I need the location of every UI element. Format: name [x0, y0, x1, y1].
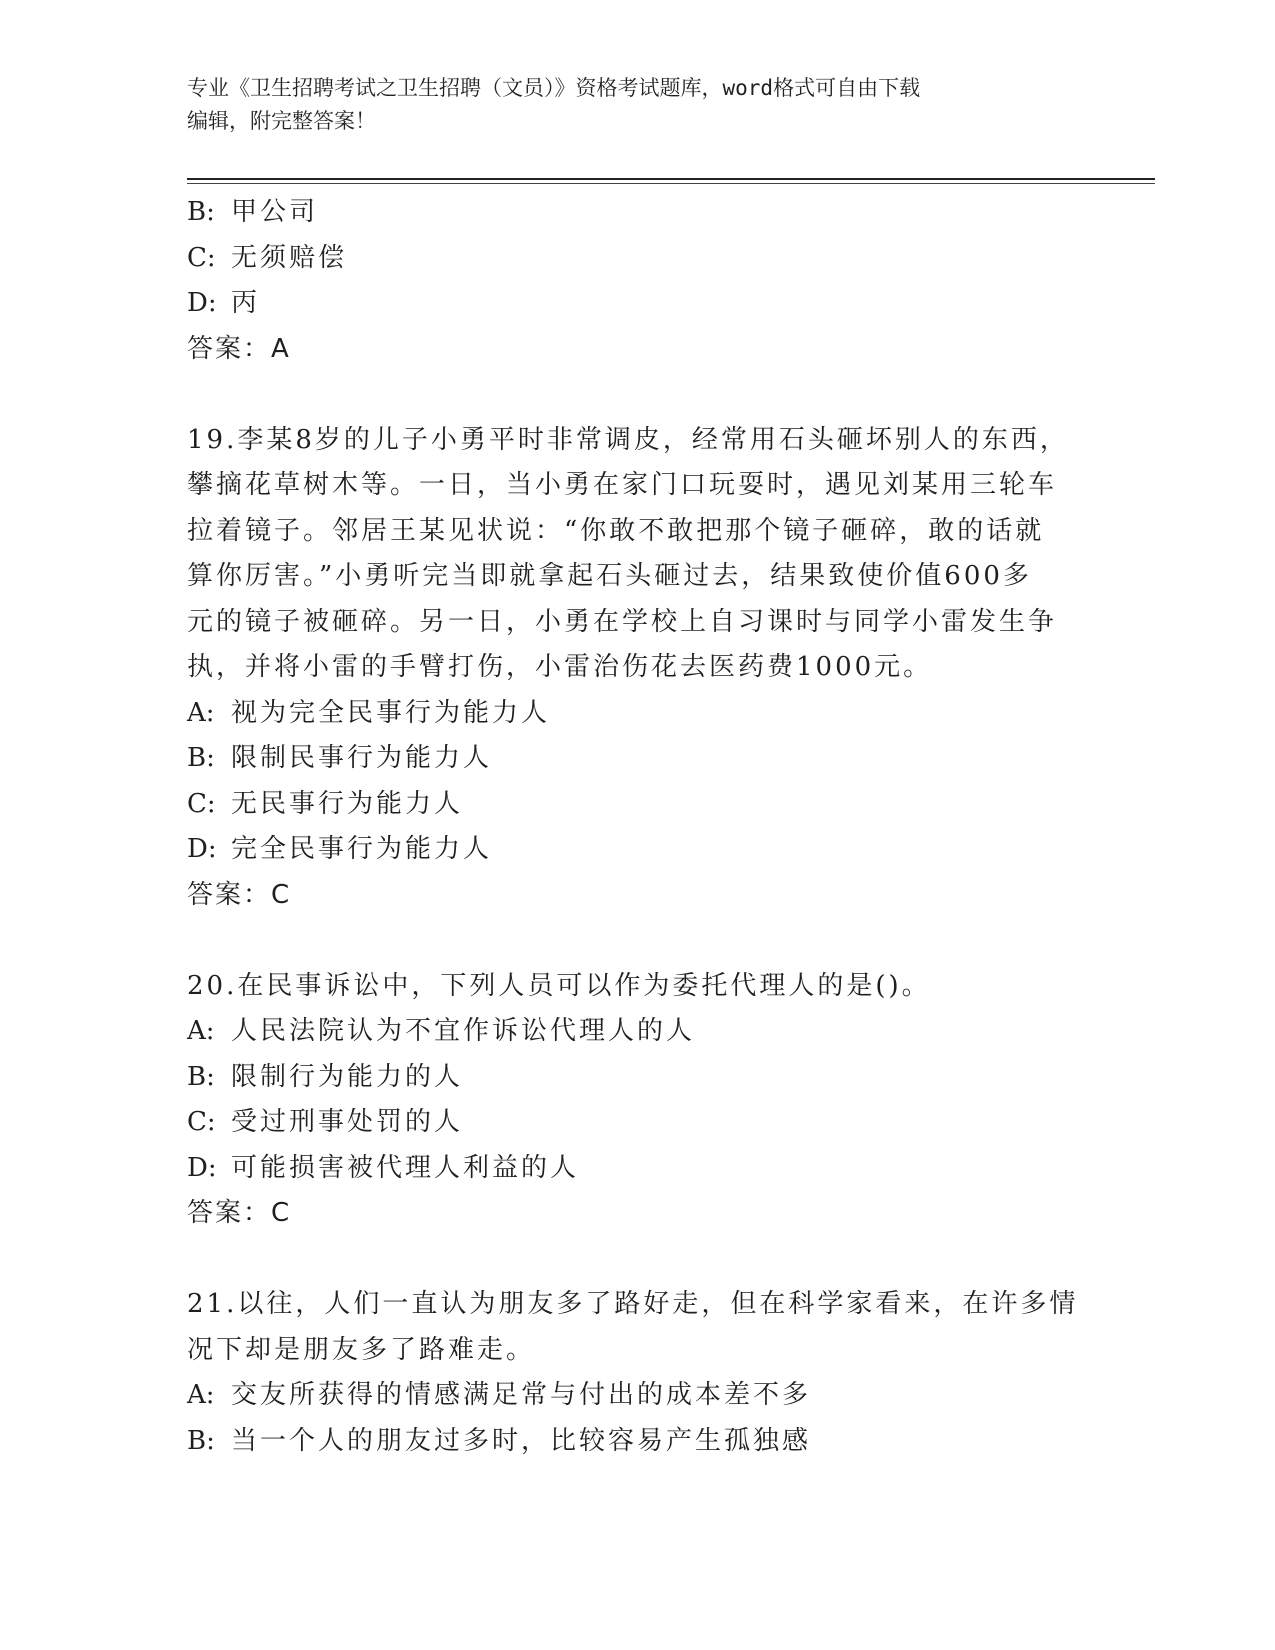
question-stem-line: 21.以往，人们一直认为朋友多了路好走，但在科学家看来，在许多情	[187, 1289, 1079, 1319]
header-line-2: 编辑，附完整答案！	[187, 109, 376, 133]
option-label: C:	[187, 1107, 216, 1137]
option-text: 限制行为能力的人	[231, 1061, 464, 1092]
option-label: B:	[187, 1061, 215, 1092]
option-text: 人民法院认为不宜作诉讼代理人的人	[231, 1016, 696, 1046]
question-stem-line: 况下却是朋友多了路难走。	[187, 1334, 536, 1365]
answer: 答案：A	[187, 333, 291, 364]
question-stem-line: 元的镜子被砸碎。另一日，小勇在学校上自习课时与同学小雷发生争	[187, 606, 1058, 637]
question-stem-line: 拉着镜子。邻居王某见状说：“你敢不敢把那个镜子砸碎，敢的话就	[187, 515, 1045, 546]
option-text: 可能损害被代理人利益的人	[231, 1152, 580, 1183]
page-header	[187, 72, 1087, 138]
answer: 答案：C	[187, 879, 292, 910]
question-stem-line: 20.在民事诉讼中，下列人员可以作为委托代理人的是()。	[187, 970, 931, 1001]
option-text: 受过刑事处罚的人	[231, 1107, 464, 1137]
option-label: D:	[187, 1152, 217, 1183]
option-label: B:	[187, 197, 215, 227]
option-text: 无民事行为能力人	[231, 788, 464, 819]
option-b	[187, 190, 1087, 236]
option-text: 无须赔偿	[231, 242, 348, 273]
option-text: 限制民事行为能力人	[231, 743, 493, 773]
option-b	[187, 736, 1087, 782]
option-text: 交友所获得的情感满足常与付出的成本差不多	[231, 1380, 812, 1410]
header-rule-thin	[187, 183, 1155, 184]
header-rule-thick	[187, 178, 1155, 180]
option-label: A:	[187, 1016, 215, 1046]
option-label: B:	[187, 1425, 215, 1456]
option-label: A:	[187, 1380, 215, 1410]
question-stem-line: 攀摘花草树木等。一日，当小勇在家门口玩耍时，遇见刘某用三轮车	[187, 470, 1058, 500]
option-text: 当一个人的朋友过多时，比较容易产生孤独感	[231, 1425, 812, 1456]
option-text: 完全民事行为能力人	[231, 834, 493, 864]
question-stem-line: 执，并将小雷的手臂打伤，小雷治伤花去医药费1000元。	[187, 652, 933, 682]
question-block-19	[187, 418, 1087, 919]
option-a	[187, 1373, 1087, 1419]
option-d	[187, 281, 1087, 327]
option-c	[187, 782, 1087, 828]
header-line-1: 专业《卫生招聘考试之卫生招聘（文员）》资格考试题库，word格式可自由下载	[187, 76, 921, 100]
option-label: D:	[187, 834, 217, 864]
question-block-20	[187, 964, 1087, 1237]
question-block-18	[187, 190, 1087, 372]
option-text: 视为完全民事行为能力人	[231, 697, 551, 728]
option-label: C:	[187, 788, 216, 819]
question-list	[187, 190, 1087, 1464]
question-stem-line: 19.李某8岁的儿子小勇平时非常调皮，经常用石头砸坏别人的东西，	[187, 424, 1069, 455]
option-d	[187, 1146, 1087, 1192]
option-label: B:	[187, 743, 215, 773]
option-a	[187, 691, 1087, 737]
question-stem-line: 算你厉害。”小勇听完当即就拿起石头砸过去，结果致使价值600多	[187, 561, 1032, 591]
option-c	[187, 1100, 1087, 1146]
option-label: C:	[187, 242, 216, 273]
option-label: A:	[187, 697, 215, 728]
option-text: 丙	[231, 288, 261, 318]
option-a	[187, 1009, 1087, 1055]
question-block-21	[187, 1282, 1087, 1464]
answer: 答案：C	[187, 1198, 292, 1228]
option-c	[187, 236, 1087, 282]
option-d	[187, 827, 1087, 873]
option-b	[187, 1419, 1087, 1465]
option-label: D:	[187, 288, 217, 318]
option-text: 甲公司	[231, 197, 319, 227]
option-b	[187, 1055, 1087, 1101]
